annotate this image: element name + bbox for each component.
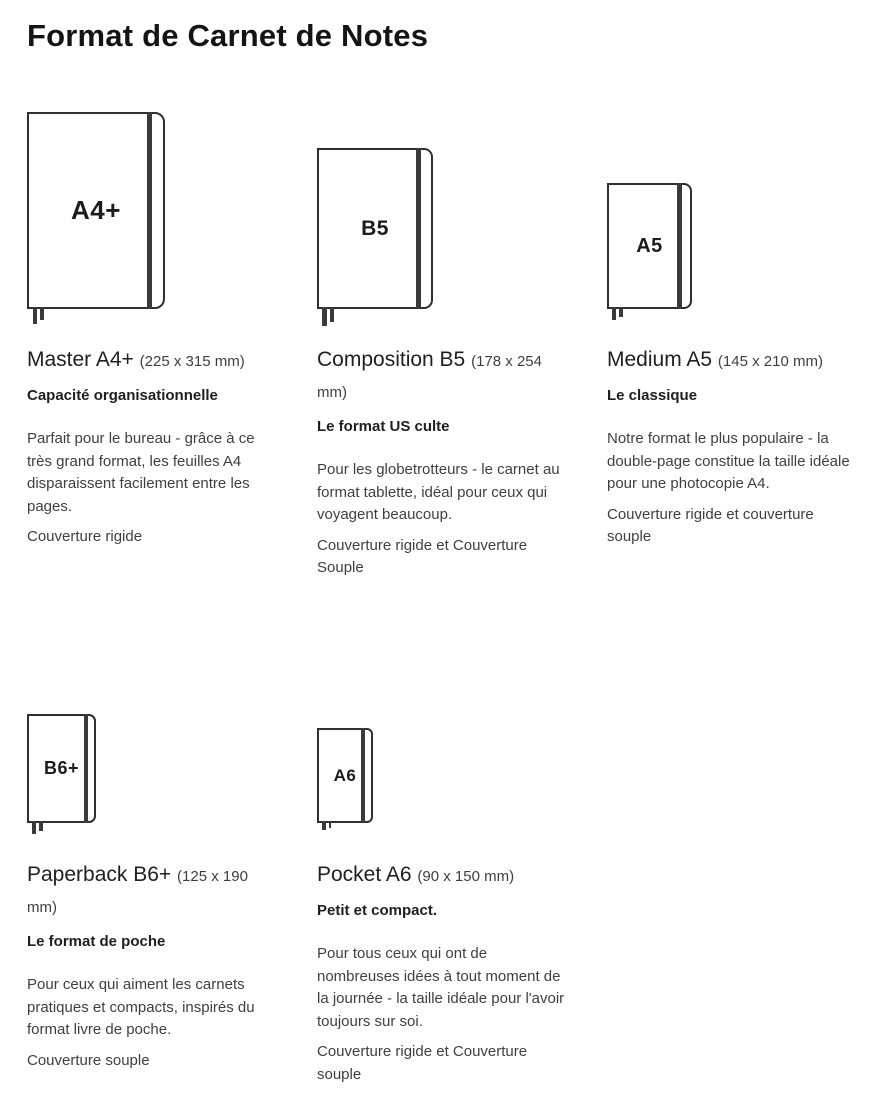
notebook-illustration (27, 100, 277, 345)
formats-grid (27, 100, 860, 1086)
format-dimensions: (178 x 254 mm) (317, 353, 542, 401)
elastic-band-icon (84, 714, 88, 823)
bookmark-ribbons-icon (322, 307, 334, 326)
notebook-card-composition-b5 (317, 100, 567, 700)
notebook-cover-icon (317, 728, 373, 823)
format-dimensions: (145 x 210 mm) (717, 353, 823, 370)
notebook-cover-icon (317, 148, 433, 309)
format-description: Pour les globetrotteurs - le carnet au format tablette, idéal pour ceux qui voyagent beaucoup. (317, 461, 560, 523)
format-name: Medium A5 (607, 348, 713, 371)
notebook-size-label: B5 (361, 216, 389, 240)
cover-options: Couverture rigide et Couverture souple (317, 1043, 528, 1083)
format-name: Pocket A6 (317, 863, 412, 886)
bookmark-ribbons-icon (33, 307, 44, 324)
format-dimensions: (125 x 190 mm) (27, 868, 248, 916)
notebook-illustration (317, 700, 567, 860)
notebook-cover-icon (607, 183, 692, 309)
format-name: Paperback B6+ (27, 863, 172, 886)
notebook-illustration (27, 700, 277, 860)
elastic-band-icon (677, 183, 682, 309)
notebook-card-pocket-a6 (317, 700, 567, 1086)
format-description: Pour tous ceux qui ont de nombreuses idées à tout moment de la journée - la taille idéale pour l'avoir toujours sur soi. (317, 945, 565, 1030)
format-description: Notre format le plus populaire - la double-page constitue la taille idéale pour une photocopie A4. (607, 430, 850, 492)
cover-options: Couverture rigide et couverture souple (607, 505, 814, 545)
notebook-size-label: A6 (333, 765, 357, 785)
format-heading (27, 345, 277, 376)
cover-options: Couverture souple (27, 1051, 150, 1069)
format-name: Composition B5 (317, 348, 466, 371)
notebook-cover-icon (27, 714, 96, 823)
cover-options: Couverture rigide (27, 528, 143, 545)
format-heading (607, 345, 857, 376)
format-tagline: Capacité organisationnelle (27, 387, 218, 404)
bookmark-ribbons-icon (32, 821, 43, 834)
format-description: Parfait pour le bureau - grâce à ce très grand format, les feuilles A4 disparaissent facilement entre les pages. (27, 430, 255, 515)
notebook-size-label: B6+ (43, 758, 80, 778)
format-heading (317, 345, 567, 407)
format-tagline: Le classique (607, 387, 698, 404)
cover-options: Couverture rigide et Couverture Souple (317, 536, 528, 576)
format-tagline: Le format US culte (317, 418, 450, 435)
format-dimensions: (225 x 315 mm) (139, 353, 245, 370)
elastic-band-icon (147, 112, 152, 309)
bookmark-ribbons-icon (322, 821, 331, 830)
notebook-card-master-a4plus (27, 100, 277, 700)
notebook-cover-icon (27, 112, 165, 309)
format-heading (27, 860, 277, 922)
format-name: Master A4+ (27, 348, 134, 371)
format-dimensions: (90 x 150 mm) (417, 868, 515, 885)
format-description: Pour ceux qui aiment les carnets pratiques et compacts, inspirés du format livre de poche. (27, 976, 255, 1038)
notebook-size-label: A5 (636, 234, 663, 257)
notebook-card-medium-a5 (607, 100, 857, 700)
notebook-illustration (607, 100, 857, 345)
notebook-size-label: A4+ (71, 195, 121, 225)
format-heading (317, 860, 567, 891)
elastic-band-icon (416, 148, 421, 309)
notebook-illustration (317, 100, 567, 345)
bookmark-ribbons-icon (612, 307, 623, 320)
notebook-card-paperback-b6plus (27, 700, 277, 1086)
page-title: Format de Carnet de Notes (27, 18, 429, 53)
elastic-band-icon (361, 728, 365, 823)
format-tagline: Petit et compact. (317, 902, 438, 919)
format-tagline: Le format de poche (27, 933, 166, 950)
